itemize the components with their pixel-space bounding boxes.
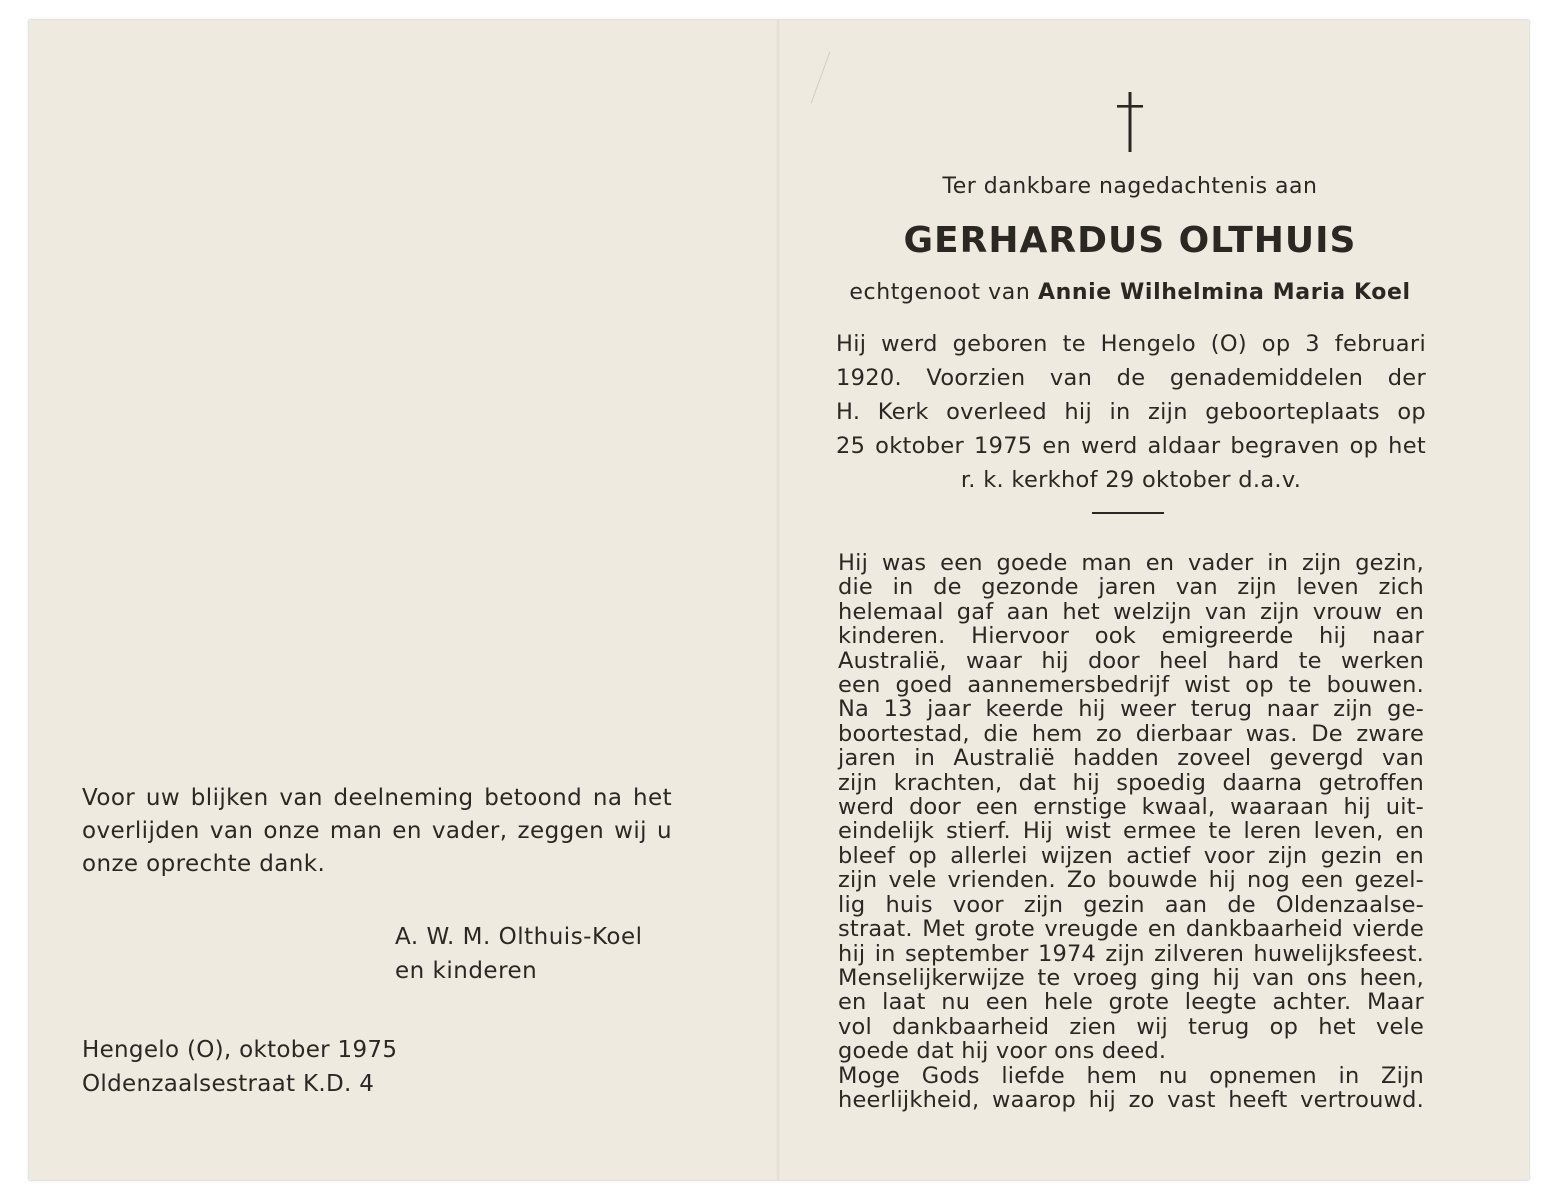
memoir-line: Moge Gods liefde hem nu opnemen in Zijn <box>838 1062 1424 1089</box>
memoir-line: Menselijkerwijze te vroeg ging hij van ons heen, <box>838 964 1424 991</box>
spouse-line <box>820 280 1440 305</box>
center-fold <box>776 20 780 1180</box>
bio-line: Hij werd geboren te Hengelo (O) op 3 februari <box>836 331 1426 357</box>
memoir-line: bleef op allerlei wijzen actief voor zijn gezin en <box>838 842 1424 869</box>
spouse-name: Annie Wilhelmina Maria Koel <box>1037 280 1411 305</box>
bio-line: H. Kerk overleed hij in zijn geboorteplaats op <box>836 399 1426 425</box>
bio-line: r. k. kerkhof 29 oktober d.a.v. <box>960 467 1302 493</box>
bio-line: 25 oktober 1975 en werd aldaar begraven op het <box>836 433 1426 459</box>
signature-block <box>395 920 643 988</box>
memoir-line: en laat nu een hele grote leegte achter. Maar <box>838 989 1424 1016</box>
divider-rule <box>1092 512 1164 514</box>
memoir-line: straat. Met grote vreugde en dankbaarheid vierde <box>838 916 1424 943</box>
memoir-line: lig huis voor zijn gezin aan de Oldenzaalse- <box>838 891 1424 918</box>
cross-icon <box>1115 92 1145 152</box>
spouse-prefix: echtgenoot van <box>849 280 1031 305</box>
memoir-paragraph <box>838 551 1424 1112</box>
memoir-line: Hij was een goede man en vader in zijn gezin, <box>838 550 1424 576</box>
memoir-line: Australië, waar hij door heel hard te werken <box>838 647 1424 674</box>
memoir-line: kinderen. Hiervoor ook emigreerde hij naar <box>838 623 1424 650</box>
memoir-line: hij in september 1974 zijn zilveren huwelijksfeest. <box>838 940 1424 967</box>
address-line: Hengelo (O), oktober 1975 <box>82 1037 398 1063</box>
signature-line: en kinderen <box>395 958 538 984</box>
address-line: Oldenzaalsestraat K.D. 4 <box>82 1071 375 1097</box>
memoir-line: die in de gezonde jaren van zijn leven zich <box>838 574 1424 601</box>
memoir-line: vol dankbaarheid zien wij terug op het vele <box>838 1013 1424 1040</box>
memoir-line: eindelijk stierf. Hij wist ermee te leren leven, en <box>838 818 1424 845</box>
memoir-line: boortestad, die hem zo dierbaar was. De zware <box>838 720 1424 747</box>
memoir-line: jaren in Australië hadden zoveel gevergd van <box>838 745 1424 772</box>
signature-line: A. W. M. Olthuis-Koel <box>395 924 643 950</box>
memoir-line: zijn krachten, dat hij spoedig daarna getroffen <box>838 769 1424 796</box>
memoir-line: Na 13 jaar keerde hij weer terug naar zijn ge- <box>838 696 1424 723</box>
memoir-line: helemaal gaf aan het welzijn van zijn vrouw en <box>838 598 1424 625</box>
memoir-line: een goed aannemersbedrijf wist op te bouwen. <box>838 672 1424 699</box>
dedication-heading: Ter dankbare nagedachtenis aan <box>942 174 1318 199</box>
bio-line: 1920. Voorzien van de genademiddelen der <box>836 365 1426 391</box>
memoir-line: goede dat hij voor ons deed. <box>838 1038 1167 1065</box>
thanks-message: Voor uw blijken van deelneming betoond na het overlijden van onze man en vader, zeggen wij u onze oprechte dank. <box>82 785 672 877</box>
address-block <box>82 1033 397 1101</box>
paper-crease <box>811 51 831 103</box>
memoir-line: werd door een ernstige kwaal, waaraan hij uit- <box>838 794 1424 821</box>
deceased-name: GERHARDUS OLTHUIS <box>903 220 1357 261</box>
memoir-line: zijn vele vrienden. Zo bouwde hij nog een gezel- <box>838 867 1424 894</box>
memoir-line: heerlijkheid, waarop hij zo vast heeft vertrouwd. <box>838 1086 1424 1113</box>
biography-paragraph <box>836 327 1426 497</box>
